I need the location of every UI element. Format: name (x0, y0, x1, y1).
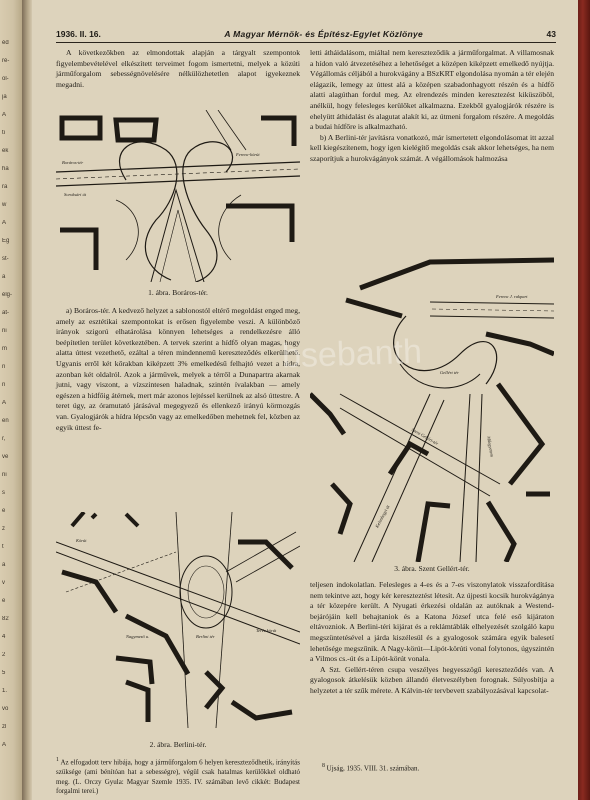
adjacent-page-fragment: A (2, 742, 7, 748)
adjacent-page-fragment: ja (2, 94, 7, 100)
adjacent-page-fragment: ek (2, 148, 9, 154)
section-b-paragraph: b) A Berlini-tér javításra vonatkozó, már ismertetett elgondolásomat itt azzal kell kiegészítenem, hogy igen kielégítő megoldás csak akkor lehetséges, ha nem szaporítjuk a hurokvágányok számát. A végállomások halmozása (310, 132, 554, 163)
map-label-terez-korut: Teréz körút (256, 628, 277, 633)
right-footnote-text: Ujság, 1935. VIII. 31. számában. (326, 764, 420, 773)
right-bottom-paragraph: teljesen indokolatlan. Felesleges a 4-es és a 7-es viszonylatok visszafordítása nem tekintve azt, hogy kér kereszteztést létesít. Az újpesti kocsik hurokvágánya a tér közepére került. A Nyugati érkezési oldalán az autóknak a Westend-bejárójáin kell behajtaniok és a Katona József utca felé eső kijáraton eltávozniok. A Berlini-téri kijárat és a reklámtáblák elhelyezését szolgáló kapu megszüntetésével a járda kiszélesül és a gyalogosok számára egyik balesetí lehetősége megszűnik. A Nagy-körút—Lipót-körúti vonal folytonos, úgyszintén a Vilmos cs.-út és a Lipót-körút vonala. (310, 580, 554, 664)
map-label-muegyetem: Műegyetem (486, 435, 495, 458)
adjacent-page-fragment: e (2, 598, 6, 604)
right-top-paragraph: letti átháidalásom, miáltal nem kereszteződik a járműforgalmat. A villamosnak a hídon való átvezetéséhez a lehetőséget a középen kiképzett emelkedő nyújtja. Végállomás céljából a hurokvágány a BSzKRT elgondolása nyomán a tér elején elágazik, lemegy az úttest alá a középen szabadonhagyott részén és a hídfő alatti alagúthan fordul meg. Az elrendezés minden keresztezést kiküszöböl, anélkül, hogy felesleges kerülőket alkalmazna. Ezekből gyalogjárók részére is ehelyütt áthidalást és alagutat alakít ki, az útmeni forgalom részére. A megoldás a budai hídfőre is alkalmazható. (310, 48, 554, 132)
adjacent-page-fragment: ve (2, 454, 9, 460)
adjacent-page-fragment: en (2, 418, 9, 424)
adjacent-page-fragment: élg- (2, 292, 13, 298)
footnote-marker: 1 (56, 757, 59, 763)
journal-title: A Magyar Mérnök- és Építész-Egylet Közlönye (224, 29, 424, 39)
adjacent-page-fragment: v (2, 580, 5, 586)
right-top (310, 48, 554, 165)
book-cover-edge (578, 0, 590, 800)
adjacent-page-fragment: a (2, 562, 6, 568)
map-label-soroksari-ut: Soroksári út (64, 192, 86, 197)
map-label-ferenc-korut: Ferenc-körút (236, 152, 260, 157)
adjacent-page-edge (0, 0, 22, 800)
adjacent-page-fragment: 1. (2, 688, 8, 694)
adjacent-page-fragment: 2 (2, 652, 6, 658)
page-number: 43 (546, 29, 556, 39)
left-footnote (56, 756, 300, 797)
adjacent-page-fragment: n (2, 382, 6, 388)
left-intro (56, 48, 300, 90)
adjacent-page-fragment: e (2, 508, 6, 514)
adjacent-page-fragment: ol- (2, 76, 9, 82)
adjacent-page-fragment: 82 (2, 616, 9, 622)
adjacent-page-fragment: ti (2, 130, 5, 136)
adjacent-page-fragment: a (2, 274, 6, 280)
right-footnote-marker: 8 (322, 763, 325, 769)
map-label-korut: Körút (76, 538, 87, 543)
figure-2-map (56, 512, 300, 728)
adjacent-page-fragment: Eg (2, 238, 10, 244)
adjacent-page-fragment: w (2, 202, 7, 208)
page-header (56, 26, 556, 43)
header-date: 1936. II. 16. (56, 29, 101, 39)
section-a-paragraph: a) Boráros-tér. A kedvező helyzet a sablonostól eltérő megoldást enged meg, amely az esztétikai szempontokat is erősen figyelembe veszi. A különböző irányok szigorú elhatárolása könnyen lehetséges a rendelkezésre álló beépítetlen terület következtében. A tervek szerint a hídfő olyan magas, hogy alatta úttest vezethető, ezáltal a téren mindennemű kereszteződés elkerülhető. Ugyanis erről két kőrakban kiképzett 3% emelkedésű felhajtó vezet a hídra, azonban két oldalról. Azok a járművek, melyek a térről a Dunapartra akarnak jutni, vagy viszont, a vízszintesen haladnak, szintén ívalakban — amely egészen a hídfőig átérnek, mert már azonos lejtéssel kerülnek az alsó úttestre. A teret úgy, az óramutató járásával megegyező és ellenkező irányú körmozgás van. Gyalogjárók a hídra lépcsőn vagy az emelkedőben mehetnek fel, közben az egyik úttest fe- (56, 306, 300, 432)
map-label-rakpart: Ferenc J. rakpart (496, 294, 528, 299)
adjacent-page-fragment: vo (2, 706, 9, 712)
map-label-berlini-ter: Berlini tér (196, 634, 215, 639)
adjacent-page-fragment: s (2, 490, 5, 496)
left-footnote-text: Az elfogadott terv hibája, hogy a járműforgalom 6 helyen kereszteződhetik, irányítás szüksége (ami bénítóan hat a sebességre), végül csak hatalmas kerülőkkel oldható meg. (L. Orczy Gyula: Magyar Szemle 1935. IV. számában levő cikkét: Budapest forgalmi terei.) (56, 758, 300, 796)
adjacent-page-fragment: ni (2, 328, 7, 334)
adjacent-page-fragment: m (2, 346, 7, 352)
adjacent-page-fragment: t (2, 544, 4, 550)
adjacent-page-fragment: zl (2, 724, 7, 730)
adjacent-page-fragment: 5 (2, 670, 6, 676)
map-label-nagymezo: Nagymező u. (126, 634, 150, 639)
map-label-gellert-ter: Gellért tér (440, 370, 459, 375)
figure-3-map (310, 244, 554, 562)
adjacent-page-fragment: st- (2, 256, 9, 262)
map-label-boraros-ter: Boráros-tér (62, 160, 84, 165)
right-bottom (310, 580, 554, 697)
adjacent-page-fragment: A (2, 112, 7, 118)
adjacent-page-fragment: z (2, 526, 5, 532)
right-footnote (322, 762, 554, 774)
document-page (32, 0, 578, 800)
adjacent-page-fragment: ra (2, 184, 8, 190)
intro-paragraph: A következőkben az elmondottak alapján a tárgyalt szempontok figyelembevételével elkészített terveimet fogom ismertetni, melyek a közúti járműforgalom sebességnövelésére nélkülözhetetlen alapot igyekeznek megadni. (56, 48, 300, 89)
adjacent-page-fragment: n (2, 364, 6, 370)
map-label-szent-gellert: Szent Gellért-tér (410, 426, 440, 447)
book-gutter (22, 0, 32, 800)
figure-2-caption: 2. ábra. Berlini-tér. (149, 740, 207, 749)
adjacent-page-fragment: éd (2, 40, 9, 46)
adjacent-page-fragment: at- (2, 310, 10, 316)
adjacent-page-fragment: A (2, 220, 7, 226)
section-c-paragraph: A Szt. Gellért-téren csupa veszélyes hegyesszögű kereszteződés van. A gyalogosok átkelésük közben állandó életveszélyben forognak. Súlyosbítja a helyzetet a tér szűk mérete. A Kálvin-tér tervbevett szabályozásával kapcsolat- (310, 664, 554, 695)
adjacent-page-fragment: A (2, 400, 7, 406)
adjacent-page-fragment: ha (2, 166, 9, 172)
map-label-kelenhegyi: Kelenhegyi út (374, 504, 391, 529)
adjacent-page-fragment: ni (2, 472, 7, 478)
section-a (56, 306, 300, 433)
adjacent-page-fragment: ré- (2, 58, 10, 64)
adjacent-page-fragment: r, (2, 436, 6, 442)
figure-1-caption: 1. ábra. Boráros-tér. (148, 288, 208, 297)
adjacent-page-fragment: 4 (2, 634, 6, 640)
watermark: bsebanth (281, 332, 423, 376)
figure-3-caption: 3. ábra. Szent Gellért-tér. (394, 564, 470, 573)
figure-1-map (56, 110, 300, 282)
